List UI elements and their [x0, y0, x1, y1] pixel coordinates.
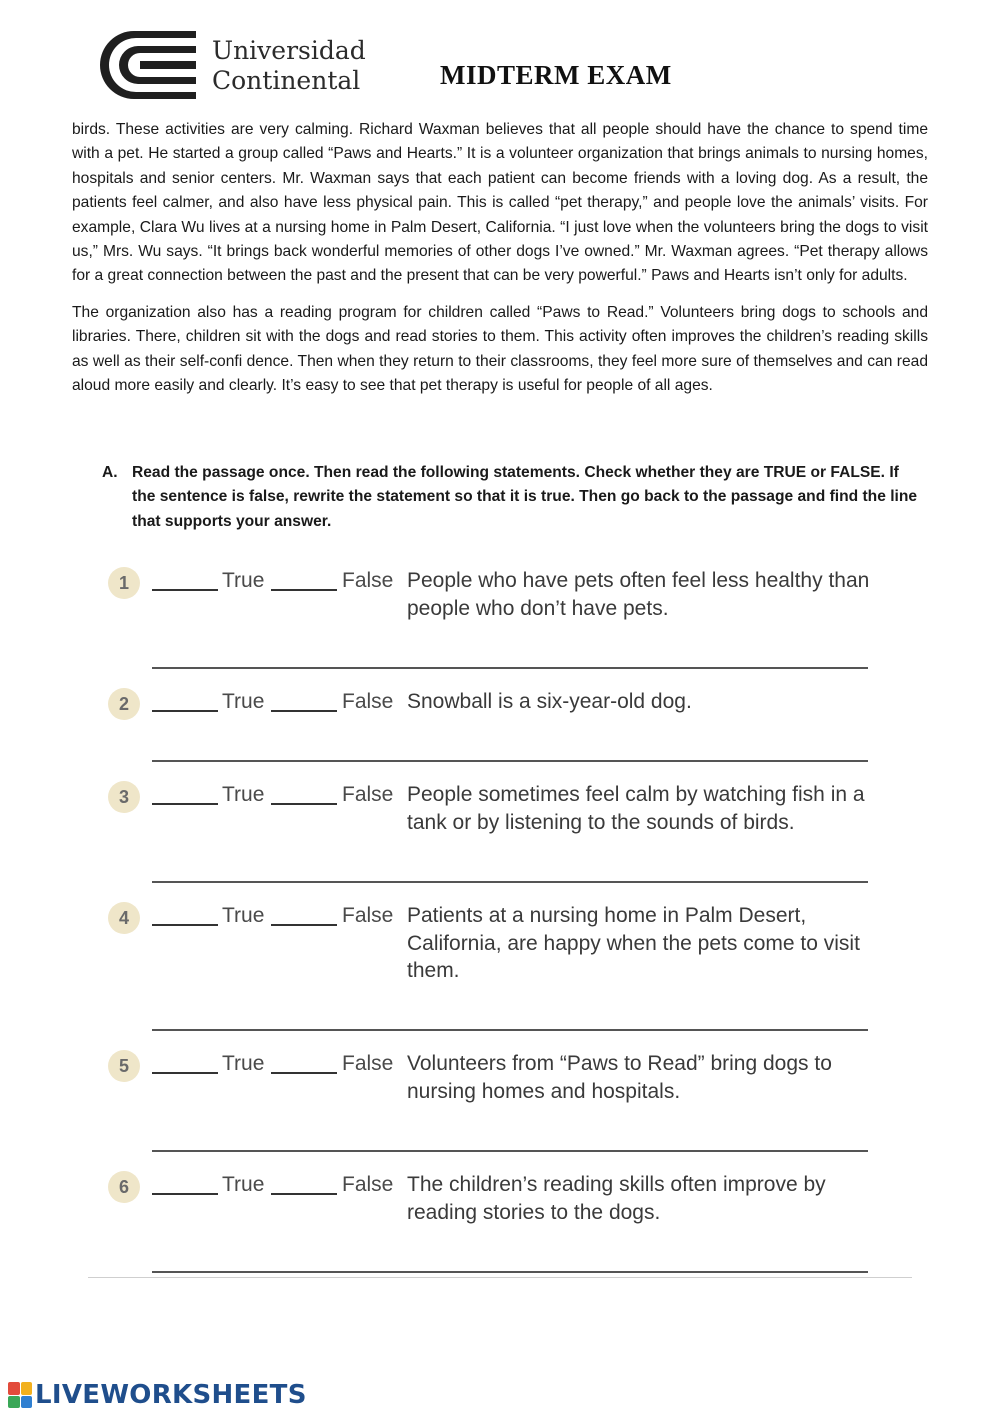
true-blank[interactable] [152, 924, 218, 926]
passage-paragraph-1: birds. These activities are very calming. Richard Waxman believes that all people should have the chance to spend time with a pet. He started a group called “Paws and Hearts.” It is a volunteer organization that brings animals to nursing homes, hospitals and senior centers. Mr. Waxman says that each patient can become friends with a loving dog. As a result, the patients feel calmer, and also have less physical pain. This is called “pet therapy,” and people love the animals’ visits. For example, Clara Wu lives at a nursing home in Palm Desert, California. “I just love when the volunteers bring the dogs to visit us,” Mrs. Wu says. “It brings back wonderful memories of other dogs I’ve owned.” Mr. Waxman agrees. “Pet therapy allows for a great connection between the past and the present that can be very powerful.” Paws and Hearts isn’t only for adults. [72, 121, 928, 285]
university-name-line1: Universidad [212, 36, 366, 65]
true-blank[interactable] [152, 1193, 218, 1195]
true-blank[interactable] [152, 803, 218, 805]
question-number: 1 [108, 567, 140, 599]
false-blank[interactable] [271, 1072, 337, 1074]
answer-line[interactable] [152, 1029, 868, 1031]
answer-line[interactable] [152, 667, 868, 669]
true-blank[interactable] [152, 710, 218, 712]
false-blank[interactable] [271, 803, 337, 805]
question-number: 5 [108, 1050, 140, 1082]
answer-line[interactable] [152, 881, 868, 883]
university-name-line2: Continental [212, 66, 361, 95]
question-number: 6 [108, 1171, 140, 1203]
question-text: Volunteers from “Paws to Read” bring dogs to nursing homes and hospitals. [407, 1052, 832, 1103]
footer-divider [88, 1277, 912, 1278]
university-name [212, 36, 366, 96]
reading-passage [72, 118, 928, 410]
false-label: False [342, 1052, 394, 1075]
question-number: 4 [108, 902, 140, 934]
true-blank[interactable] [152, 589, 218, 591]
question-text: Snowball is a six-year-old dog. [407, 690, 692, 713]
question-text: People sometimes feel calm by watching fish in a tank or by listening to the sounds of birds. [407, 783, 865, 834]
false-label: False [342, 783, 394, 806]
true-label: True [222, 1052, 265, 1075]
true-blank[interactable] [152, 1072, 218, 1074]
question-number: 2 [108, 688, 140, 720]
true-label: True [222, 783, 265, 806]
liveworksheets-logo [8, 1378, 307, 1412]
false-blank[interactable] [271, 710, 337, 712]
page-title: MIDTERM EXAM [440, 60, 672, 90]
true-label: True [222, 569, 265, 592]
instructions [102, 461, 922, 534]
answer-line[interactable] [152, 1271, 868, 1273]
true-label: True [222, 1173, 265, 1196]
question-number: 3 [108, 781, 140, 813]
passage-paragraph-2: The organization also has a reading program for children called “Paws to Read.” Volunteers bring dogs to schools and libraries. There, children sit with the dogs and read stories to them. This activity often improves the children’s reading skills as well as their self-confi dence. Then when they return to their classrooms, they feel more sure of themselves and can read aloud more easily and clearly. It’s easy to see that pet therapy is useful for people of all ages. [72, 303, 928, 395]
answer-line[interactable] [152, 1150, 868, 1152]
false-label: False [342, 904, 394, 927]
false-label: False [342, 690, 394, 713]
false-label: False [342, 1173, 394, 1196]
liveworksheets-brand: LIVEWORKSHEETS [35, 1380, 307, 1410]
question-text: People who have pets often feel less healthy than people who don’t have pets. [407, 569, 870, 620]
false-label: False [342, 569, 394, 592]
instructions-text: Read the passage once. Then read the following statements. Check whether they are TRUE or FALSE. If the sentence is false, rewrite the statement so that it is true. Then go back to the passage and find the line that supports your answer. [132, 464, 918, 530]
question-text: Patients at a nursing home in Palm Desert, California, are happy when the pets come to visit them. [407, 904, 860, 982]
false-blank[interactable] [271, 924, 337, 926]
instructions-letter: A. [102, 464, 118, 481]
true-label: True [222, 904, 265, 927]
liveworksheets-icon [8, 1382, 32, 1408]
question-text: The children’s reading skills often improve by reading stories to the dogs. [407, 1173, 826, 1224]
false-blank[interactable] [271, 589, 337, 591]
true-label: True [222, 690, 265, 713]
university-logo-icon [100, 28, 200, 102]
false-blank[interactable] [271, 1193, 337, 1195]
answer-line[interactable] [152, 760, 868, 762]
